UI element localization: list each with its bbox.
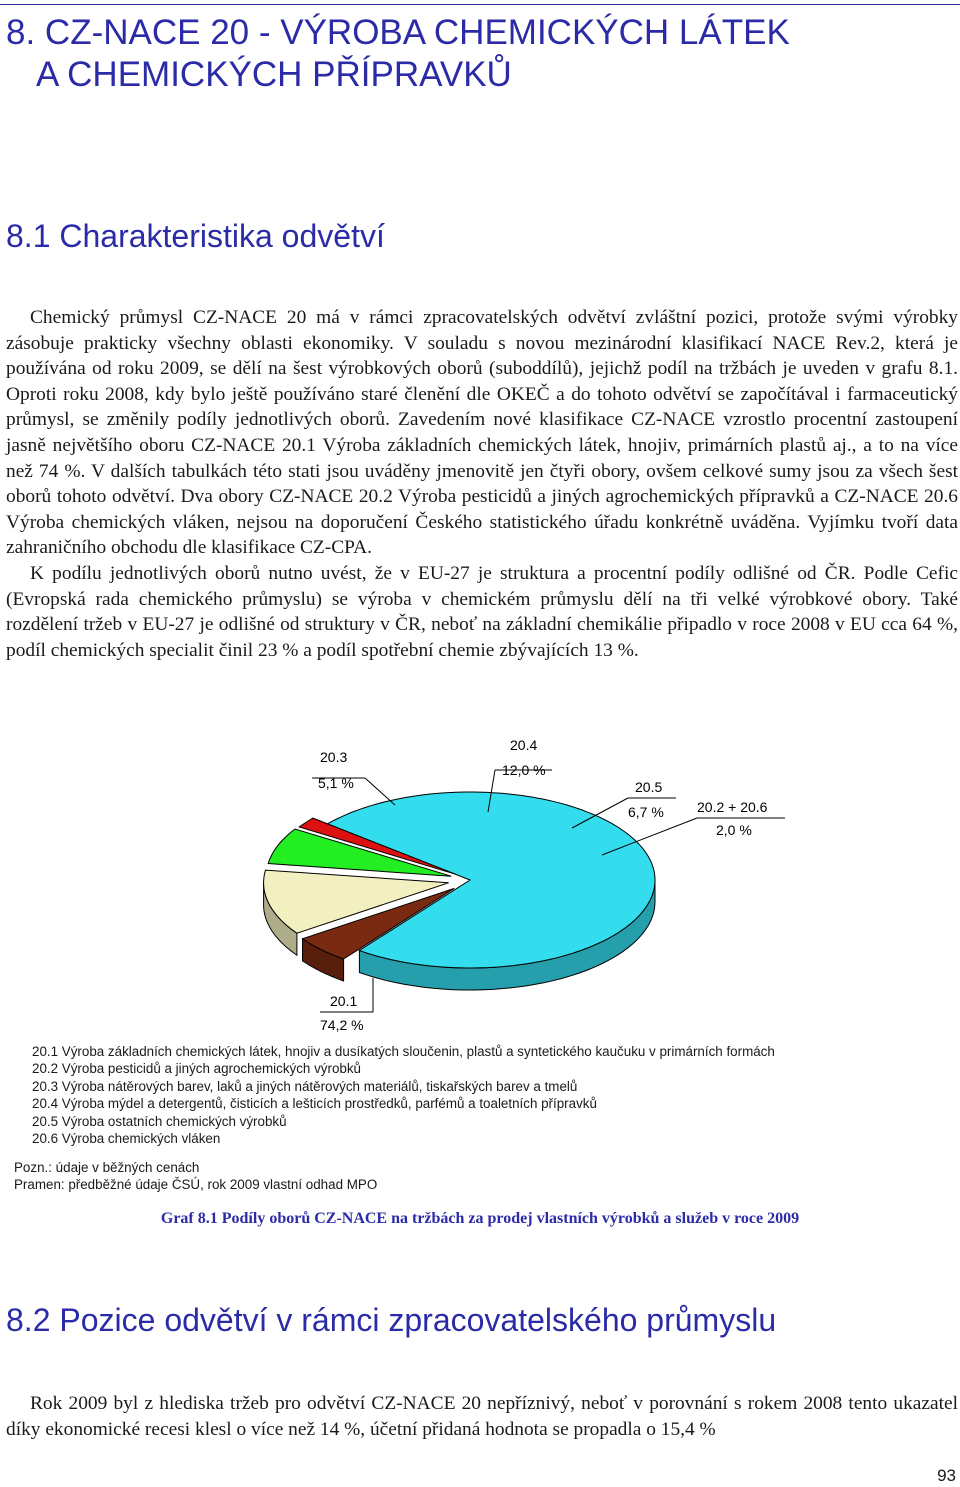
legend-item-20-4: 20.4 Výroba mýdel a detergentů, čisticích a lešticích prostředků, parfémů a toaletních přípravků — [32, 1096, 597, 1112]
pie-chart — [0, 730, 960, 1050]
section-1-body — [6, 305, 958, 663]
label-20-2-6-code: 20.2 + 20.6 — [697, 799, 768, 815]
leader-line-20-3b — [365, 778, 395, 805]
label-20-3-code: 20.3 — [320, 749, 348, 765]
chapter-title — [6, 12, 936, 96]
paragraph-3: Rok 2009 byl z hlediska tržeb pro odvětví CZ-NACE 20 nepříznivý, neboť v porovnání s rokem 2008 tento ukazatel díky ekonomické recesi klesl o více než 14 %, účetní přidaná hodnota se propadla o 15,4 % — [6, 1393, 958, 1440]
label-20-5-value: 6,7 % — [628, 804, 664, 820]
chart-caption: Graf 8.1 Podíly oborů CZ-NACE na tržbách za prodej vlastních výrobků a služeb v roce 2009 — [160, 1210, 800, 1227]
legend-item-20-1: 20.1 Výroba základních chemických látek, hnojiv a dusíkatých sloučenin, plastů a syntetického kaučuku v primárních formách — [32, 1044, 775, 1059]
pie-slices — [264, 792, 655, 990]
pie-chart-svg — [0, 730, 960, 1050]
page-number: 93 — [937, 1466, 956, 1485]
section-1-title: 8.1 Charakteristika odvětví — [6, 218, 385, 254]
legend-item-20-3: 20.3 Výroba nátěrových barev, laků a jiných nátěrových materiálů, tiskařských barev a tmelů — [32, 1078, 578, 1094]
chapter-title-line2: A CHEMICKÝCH PŘÍPRAVKŮ — [36, 55, 512, 94]
label-20-2-6-value: 2,0 % — [716, 822, 752, 838]
label-20-4-value: 12,0 % — [502, 762, 546, 778]
legend-item-20-2: 20.2 Výroba pesticidů a jiných agrochemických výrobků — [32, 1061, 361, 1077]
label-20-4-code: 20.4 — [510, 737, 538, 753]
paragraph-1: Chemický průmysl CZ-NACE 20 má v rámci zpracovatelských odvětví zvláštní pozici, protože svými výrobky zásobuje prakticky všechny oblasti ekonomiky. V souladu s novou mezinárodní klasifikací NACE Rev.2, která je používána od roku 2009, se dělí na šest výrobkových oborů (suboddílů), jejichž podíl na tržbách je uveden v grafu 8.1. Oproti roku 2008, kdy bylo ještě používáno staré členění dle OKEČ a do tohoto odvětví se započítával i farmaceutický průmysl, se změnily podíly jednotlivých oborů. Zavedením nové klasifikace CZ-NACE vzrostlo procentní zastoupení jasně největšího oboru CZ-NACE 20.1 Výroba základních chemických látek, hnojiv, primárních plastů aj., a to na více než 74 %. V dalších tabulkách této stati jsou uváděny jmenovitě jen čtyři obory, ovšem celkové sumy jsou za všech šest oborů tohoto odvětví. Dva obory CZ-NACE 20.2 Výroba pesticidů a jiných agrochemických přípravků a CZ-NACE 20.6 Výroba chemických vláken, nejsou na doporučení Českého statistického úřadu konkrétně uváděna. Vyjímku tvoří data zahraničního obchodu dle klasifikace CZ-CPA. — [6, 307, 958, 559]
chart-legend — [32, 1043, 952, 1147]
label-20-5-code: 20.5 — [635, 779, 663, 795]
label-20-1-value: 74,2 % — [320, 1017, 364, 1033]
top-rule — [0, 4, 960, 5]
chart-notes — [14, 1159, 377, 1194]
legend-item-20-5: 20.5 Výroba ostatních chemických výrobků — [32, 1113, 287, 1129]
section-2-body — [6, 1391, 958, 1442]
chapter-title-line1: 8. CZ-NACE 20 - VÝROBA CHEMICKÝCH LÁTEK — [6, 13, 790, 52]
label-20-1-code: 20.1 — [330, 993, 358, 1009]
section-2-title: 8.2 Pozice odvětví v rámci zpracovatelského průmyslu — [6, 1302, 777, 1338]
source: Pramen: předběžné údaje ČSÚ, rok 2009 vlastní odhad MPO — [14, 1177, 378, 1193]
paragraph-2: K podílu jednotlivých oborů nutno uvést, že v EU-27 je struktura a procentní podíly odlišné od ČR. Podle Cefic (Evropská rada chemického průmyslu) se výroba v chemickém průmyslu dělí na tři velké výrobkové obory. Také rozdělení tržeb v EU-27 je odlišné od struktury v ČR, neboť na základní chemikálie připadlo v roce 2008 v EU cca 64 %, podíl chemických specialit činil 23 % a podíl spotřební chemie zbývajících 13 %. — [6, 562, 958, 661]
note: Pozn.: údaje v běžných cenách — [14, 1160, 200, 1175]
label-20-3-value: 5,1 % — [318, 775, 354, 791]
legend-item-20-6: 20.6 Výroba chemických vláken — [32, 1131, 221, 1147]
